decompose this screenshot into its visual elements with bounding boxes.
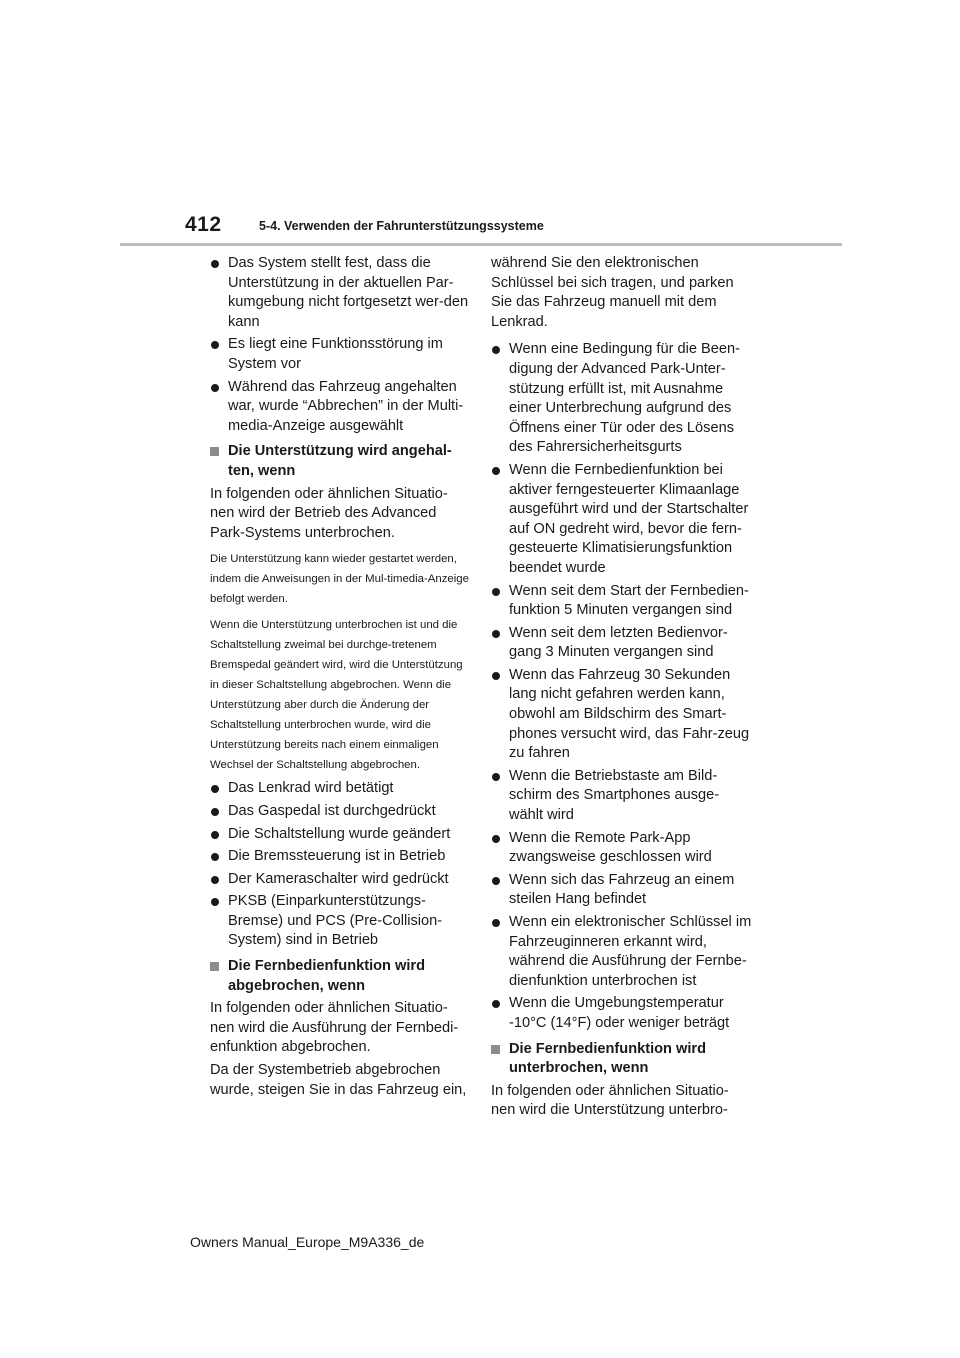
list-item: Die Bremssteuerung ist in Betrieb	[210, 847, 472, 867]
paragraph: während Sie den elektronischen Schlüssel bei sich tragen, und parken Sie das Fahrzeug manuell mit dem Lenkrad.	[491, 255, 734, 330]
bullet-icon	[492, 588, 500, 596]
list-item: Wenn die Fernbedienfunktion bei aktiver ferngesteuerter Klimaanlage ausgeführt wird und der Startschalter auf ON gedreht wird, bevor die fern-gesteuerte Klimatisierungsfunktion beendet wurde	[491, 461, 753, 579]
list-item: Wenn seit dem letzten Bedienvor-gang 3 Minuten vergangen sind	[491, 624, 753, 663]
bullet-icon	[492, 877, 500, 885]
bullet-icon	[211, 260, 219, 268]
chapter-title: 5-4. Verwenden der Fahrunterstützungssysteme	[259, 219, 544, 233]
list-item: Wenn sich das Fahrzeug an einem steilen Hang befindet	[491, 871, 753, 910]
bullet-icon	[211, 384, 219, 392]
list-item: Wenn die Umgebungstemperatur -10°C (14°F) oder weniger beträgt	[491, 994, 753, 1033]
header-rule	[120, 243, 842, 246]
list-item: Wenn die Betriebstaste am Bild-schirm des Smartphones ausge-wählt wird	[491, 767, 753, 826]
section-heading: Die Unterstützung wird angehal-ten, wenn	[210, 442, 472, 481]
bullet-icon	[211, 808, 219, 816]
bullet-icon	[492, 1000, 500, 1008]
bullet-icon	[492, 346, 500, 354]
bullet-icon	[211, 876, 219, 884]
paragraph: In folgenden oder ähnlichen Situatio-nen wird der Betrieb des Advanced Park-Systems unterbrochen.	[210, 485, 448, 541]
list-item: Der Kameraschalter wird gedrückt	[210, 870, 472, 890]
section-heading: Die Fernbedienfunktion wird abgebrochen, wenn	[210, 957, 472, 996]
list-item: Die Schaltstellung wurde geändert	[210, 825, 472, 845]
bullet-icon	[492, 467, 500, 475]
bullet-icon	[211, 785, 219, 793]
bullet-icon	[211, 341, 219, 349]
list-item: Wenn eine Bedingung für die Been-digung der Advanced Park-Unter-stützung erfüllt ist, mit Ausnahme einer Unterbrechung aufgrund des Öffnens einer Tür oder des Lösens des Fahrersicherheitsgurts	[491, 340, 753, 458]
square-icon	[491, 1045, 500, 1054]
list-item: Wenn seit dem Start der Fernbedien-funktion 5 Minuten vergangen sind	[491, 582, 753, 621]
bullet-icon	[211, 853, 219, 861]
list-item: Es liegt eine Funktionsstörung im System vor	[210, 335, 472, 374]
right-column	[491, 254, 753, 1124]
section-heading: Die Fernbedienfunktion wird unterbrochen, wenn	[491, 1040, 753, 1079]
square-icon	[210, 447, 219, 456]
list-item: Das Lenkrad wird betätigt	[210, 779, 472, 799]
bullet-icon	[492, 835, 500, 843]
list-item: Wenn die Remote Park-App zwangsweise geschlossen wird	[491, 829, 753, 868]
list-item: Wenn ein elektronischer Schlüssel im Fahrzeuginneren erkannt wird, während die Ausführung der Fernbe-dienfunktion unterbrochen ist	[491, 913, 753, 991]
list-item: PKSB (Einparkunterstützungs-Bremse) und PCS (Pre-Collision-System) sind in Betrieb	[210, 892, 472, 951]
bullet-icon	[492, 630, 500, 638]
footer-text: Owners Manual_Europe_M9A336_de	[190, 1234, 425, 1250]
note-text: Die Unterstützung kann wieder gestartet werden, indem die Anweisungen in der Mul-timedia-Anzeige befolgt werden.	[210, 553, 469, 606]
note-text: Wenn die Unterstützung unterbrochen ist und die Schaltstellung zweimal bei durchge-tretenem Bremspedal geändert wird, wird die Unterstützung in dieser Schaltstellung abgebrochen. Wenn die Unterstützung aber durch die Änderung der Schaltstellung unterbrochen wurde, wird die Unterstützung bereits nach einem einmaligen Wechsel der Schaltstellung abgebrochen.	[210, 619, 463, 772]
list-item: Während das Fahrzeug angehalten war, wurde “Abbrechen” in der Multi-media-Anzeige ausgewählt	[210, 378, 472, 437]
bullet-icon	[492, 919, 500, 927]
list-item: Wenn das Fahrzeug 30 Sekunden lang nicht gefahren werden kann, obwohl am Bildschirm des Smart-phones versucht wird, das Fahr-zeug zu fahren	[491, 666, 753, 764]
bullet-icon	[492, 773, 500, 781]
square-icon	[210, 962, 219, 971]
list-item: Das Gaspedal ist durchgedrückt	[210, 802, 472, 822]
paragraph: Da der Systembetrieb abgebrochen wurde, steigen Sie in das Fahrzeug ein,	[210, 1062, 467, 1098]
bullet-icon	[211, 898, 219, 906]
paragraph: In folgenden oder ähnlichen Situatio-nen wird die Unterstützung unterbro-	[491, 1082, 729, 1119]
left-column	[210, 254, 472, 1103]
list-item: Das System stellt fest, dass die Unterstützung in der aktuellen Par-kumgebung nicht fortgesetzt wer-den kann	[210, 254, 472, 332]
bullet-icon	[492, 672, 500, 680]
bullet-icon	[211, 831, 219, 839]
page-number: 412	[185, 213, 222, 236]
paragraph: In folgenden oder ähnlichen Situatio-nen wird die Ausführung der Fernbedi-enfunktion abgebrochen.	[210, 1000, 459, 1056]
